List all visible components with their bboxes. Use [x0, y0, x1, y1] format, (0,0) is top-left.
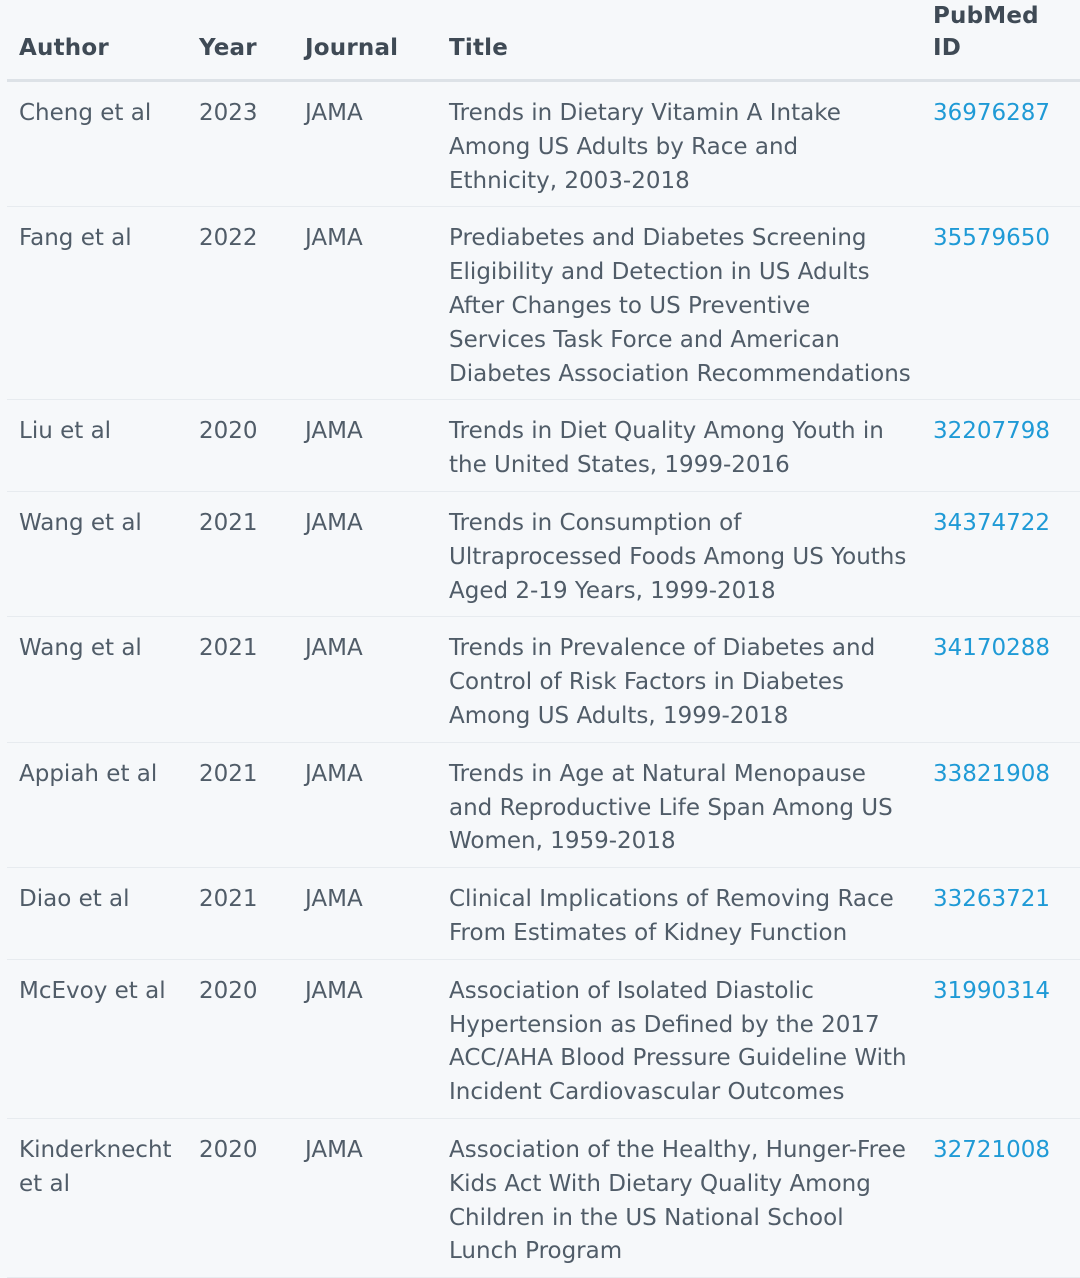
year-cell: 2020 — [187, 959, 293, 1118]
journal-cell: JAMA — [293, 742, 437, 867]
column-header-year: Year — [187, 0, 293, 81]
column-header-pubmed-id: PubMed ID — [921, 0, 1080, 81]
table-row — [7, 868, 1080, 960]
journal-cell: JAMA — [293, 868, 437, 960]
author-cell: Wang et al — [7, 491, 187, 616]
pubmed-id-link[interactable]: 31990314 — [933, 977, 1051, 1004]
pubmed-id-cell — [921, 400, 1080, 492]
journal-cell: JAMA — [293, 400, 437, 492]
table-row — [7, 959, 1080, 1118]
year-cell: 2021 — [187, 742, 293, 867]
title-cell: Association of Isolated Diastolic Hypertension as Defined by the 2017 ACC/AHA Blood Pressure Guideline With Incident Cardiovascular Outcomes — [437, 959, 921, 1118]
journal-cell: JAMA — [293, 81, 437, 207]
table-row — [7, 491, 1080, 616]
header-row — [7, 0, 1080, 81]
author-cell: Appiah et al — [7, 742, 187, 867]
publications-table — [7, 0, 1080, 1278]
pubmed-id-link[interactable]: 33263721 — [933, 886, 1051, 913]
publications-table-container — [7, 0, 1080, 1278]
pubmed-id-link[interactable]: 32207798 — [933, 418, 1051, 445]
table-row — [7, 400, 1080, 492]
journal-cell: JAMA — [293, 491, 437, 616]
title-cell: Clinical Implications of Removing Race From Estimates of Kidney Function — [437, 868, 921, 960]
pubmed-id-link[interactable]: 35579650 — [933, 225, 1051, 252]
column-header-author: Author — [7, 0, 187, 81]
title-cell: Prediabetes and Diabetes Screening Eligibility and Detection in US Adults After Changes to US Preventive Services Task Force and American Diabetes Association Recommendations — [437, 207, 921, 400]
table-header — [7, 0, 1080, 81]
year-cell: 2020 — [187, 1118, 293, 1277]
title-cell: Trends in Age at Natural Menopause and Reproductive Life Span Among US Women, 1959-2018 — [437, 742, 921, 867]
pubmed-id-link[interactable]: 34374722 — [933, 509, 1051, 536]
column-header-journal: Journal — [293, 0, 437, 81]
author-cell: Fang et al — [7, 207, 187, 400]
table-row — [7, 617, 1080, 742]
pubmed-id-cell — [921, 742, 1080, 867]
pubmed-id-cell — [921, 868, 1080, 960]
journal-cell: JAMA — [293, 959, 437, 1118]
table-row — [7, 207, 1080, 400]
year-cell: 2021 — [187, 491, 293, 616]
author-cell: Cheng et al — [7, 81, 187, 207]
pubmed-id-cell — [921, 1118, 1080, 1277]
column-header-title: Title — [437, 0, 921, 81]
author-cell: McEvoy et al — [7, 959, 187, 1118]
pubmed-id-cell — [921, 617, 1080, 742]
title-cell: Trends in Dietary Vitamin A Intake Among US Adults by Race and Ethnicity, 2003-2018 — [437, 81, 921, 207]
year-cell: 2020 — [187, 400, 293, 492]
table-row — [7, 742, 1080, 867]
table-row — [7, 1118, 1080, 1277]
year-cell: 2021 — [187, 617, 293, 742]
title-cell: Trends in Diet Quality Among Youth in the United States, 1999-2016 — [437, 400, 921, 492]
pubmed-id-link[interactable]: 33821908 — [933, 760, 1051, 787]
journal-cell: JAMA — [293, 617, 437, 742]
pubmed-id-cell — [921, 959, 1080, 1118]
table-body — [7, 81, 1080, 1278]
pubmed-id-cell — [921, 491, 1080, 616]
pubmed-id-link[interactable]: 32721008 — [933, 1136, 1051, 1163]
pubmed-id-cell — [921, 207, 1080, 400]
pubmed-id-link[interactable]: 36976287 — [933, 100, 1051, 126]
pubmed-id-cell — [921, 81, 1080, 207]
title-cell: Trends in Prevalence of Diabetes and Control of Risk Factors in Diabetes Among US Adults, 1999-2018 — [437, 617, 921, 742]
table-row — [7, 81, 1080, 207]
journal-cell: JAMA — [293, 207, 437, 400]
title-cell: Trends in Consumption of Ultraprocessed Foods Among US Youths Aged 2-19 Years, 1999-2018 — [437, 491, 921, 616]
year-cell: 2021 — [187, 868, 293, 960]
author-cell: Diao et al — [7, 868, 187, 960]
year-cell: 2022 — [187, 207, 293, 400]
author-cell: Wang et al — [7, 617, 187, 742]
year-cell: 2023 — [187, 81, 293, 207]
author-cell: Kinderknecht et al — [7, 1118, 187, 1277]
pubmed-id-link[interactable]: 34170288 — [933, 635, 1051, 662]
title-cell: Association of the Healthy, Hunger-Free Kids Act With Dietary Quality Among Children in the US National School Lunch Program — [437, 1118, 921, 1277]
author-cell: Liu et al — [7, 400, 187, 492]
journal-cell: JAMA — [293, 1118, 437, 1277]
